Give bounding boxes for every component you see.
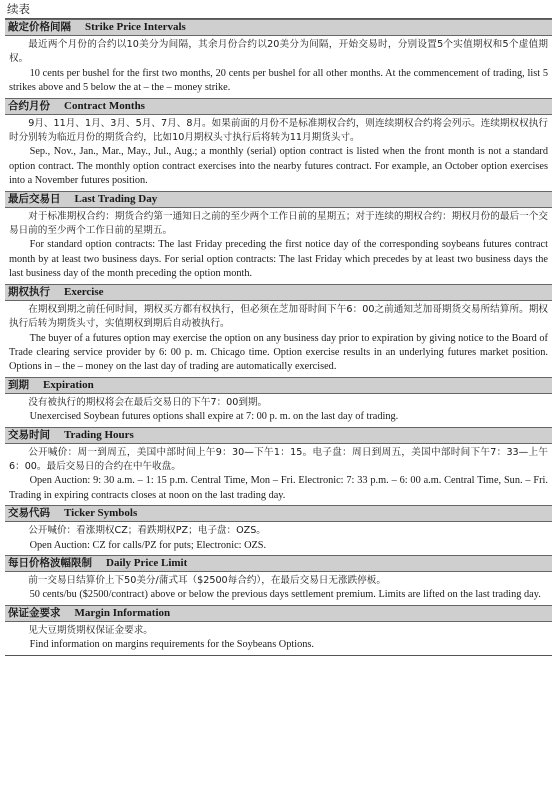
spec-section [5,191,552,284]
table-caption: 续表 [7,2,30,16]
section-header [5,505,552,522]
section-title-zh: 期权执行 [8,285,50,298]
section-title-en: Contract Months [64,99,145,112]
section-title-en: Strike Price Intervals [85,21,186,33]
section-body [5,208,552,284]
section-header [5,98,552,115]
paragraph-zh: 在期权到期之前任何时间，期权买方都有权执行，但必须在芝加哥时间下午6：00之前通知芝加哥期货交易所结算所。期权执行后转为期货头寸，实值期权到期后自动被执行。 [9,303,548,330]
section-title-en: Exercise [64,285,104,298]
section-header [5,555,552,572]
section-title-zh: 到期 [8,378,29,391]
spec-section [5,555,552,605]
section-title-en: Trading Hours [64,428,134,441]
section-body [5,444,552,506]
paragraph-zh: 对于标准期权合约：期货合约第一通知日之前的至少两个工作日前的星期五；对于连续的期权合约：期权月份的最后一个交易日前的至少两个工作日前的星期五。 [9,210,548,237]
section-title-en: Ticker Symbols [64,507,138,520]
paragraph-en: 50 cents/bu ($2500/contract) above or below the previous days settlement premium. Limits are lifted on the last trading day. [29,589,541,601]
section-body [5,522,552,555]
spec-section [5,284,552,377]
section-header [5,605,552,622]
spec-section [5,505,552,555]
section-header [5,19,552,36]
section-title-en: Last Trading Day [74,192,158,205]
spec-section [5,427,552,506]
section-body [5,301,552,377]
paragraph-zh: 见大豆期货期权保证金要求。 [28,624,153,636]
spec-section [5,605,552,655]
section-body [5,622,552,655]
paragraph-en: Unexercised Soybean futures options shall expire at 7: 00 p. m. on the last day of trading. [29,411,399,423]
section-title-en: Margin Information [74,606,171,619]
section-title-zh: 合约月份 [8,99,50,112]
paragraph-en: Sep., Nov., Jan., Mar., May., Jul., Aug.; a monthly (serial) option contract is listed when the front month is not a standard option contract. The monthly option contract exercises into the nearby futures contract. For example, an October option exercises into a November futures position. [9,146,548,187]
spec-section [5,377,552,427]
paragraph-en: Open Auction: 9: 30 a.m. – 1: 15 p.m. Central Time, Mon – Fri. Electronic: 7: 33 p.m. – 6: 00 a.m. Central Time, Sun. – Fri. Trading in expiring contracts closes at noon on the last trading day. [9,475,548,501]
paragraph-en: 10 cents per bushel for the first two months, 20 cents per bushel for all other months. At the commencement of trading, list 5 strikes above and 5 below the at – the – money strike. [9,67,548,94]
section-title-zh: 交易时间 [8,428,50,441]
paragraph-en: The buyer of a futures option may exercise the option on any business day prior to expiration by giving notice to the Board of Trade clearing service provider by 6: 00 p. m. Chicago time. Option exercise results in an underlying futures market position. Options in – the – money on the last day of trading are automatically exercised. [9,332,548,373]
section-header [5,284,552,301]
paragraph-zh: 9月、11月、1月、3月、5月、7月、8月。如果前面的月份不是标准期权合约，则连续期权合约将会列示。连续期权权执行时分别转为临近月份的期货合约，比如10月期权头寸执行后将转为11月期货头寸。 [9,117,548,144]
section-header [5,191,552,208]
section-title-zh: 每日价格波幅限制 [8,556,92,569]
section-title-en: Daily Price Limit [106,556,188,569]
paragraph-zh: 公开喊价：周一到周五，美国中部时间上午9：30—下午1：15。电子盘：周日到周五，美国中部时间下午7：33—上午6：00。最后交易日的合约在中午收盘。 [9,446,548,472]
section-body [5,36,552,98]
section-title-en: Expiration [43,378,94,391]
section-body [5,394,552,427]
paragraph-en: Find information on margins requirements for the Soybeans Options. [29,639,314,651]
contract-spec-table [5,18,552,656]
section-title-zh: 最后交易日 [8,192,61,205]
section-header [5,427,552,444]
spec-section [5,19,552,98]
section-title-zh: 保证金要求 [8,606,61,619]
paragraph-en: For standard option contracts: The last Friday preceding the first notice day of the corresponding soybeans futures contract month by at least two business days. For serial option contracts: The last Friday which precedes by at least two business days the last business day of the month preceding the option month. [9,239,548,280]
paragraph-zh: 公开喊价：看涨期权CZ；看跌期权PZ；电子盘：OZS。 [28,525,266,537]
section-title-zh: 交易代码 [8,507,50,520]
spec-section [5,98,552,191]
section-header [5,377,552,394]
section-body [5,115,552,191]
paragraph-zh: 没有被执行的期权将会在最后交易日的下午7：00到期。 [28,396,268,408]
section-title-zh: 敲定价格间隔 [8,21,71,33]
section-body [5,572,552,605]
paragraph-zh: 前一交易日结算价上下50美分/蒲式耳（$2500每合约），在最后交易日无涨跌停板。 [28,574,386,586]
paragraph-en: Open Auction: CZ for calls/PZ for puts; Electronic: OZS. [29,539,267,551]
paragraph-zh: 最近两个月份的合约以10美分为间隔，其余月份合约以20美分为间隔，开始交易时，分别设置5个实值期权和5个虚值期权。 [9,39,548,65]
